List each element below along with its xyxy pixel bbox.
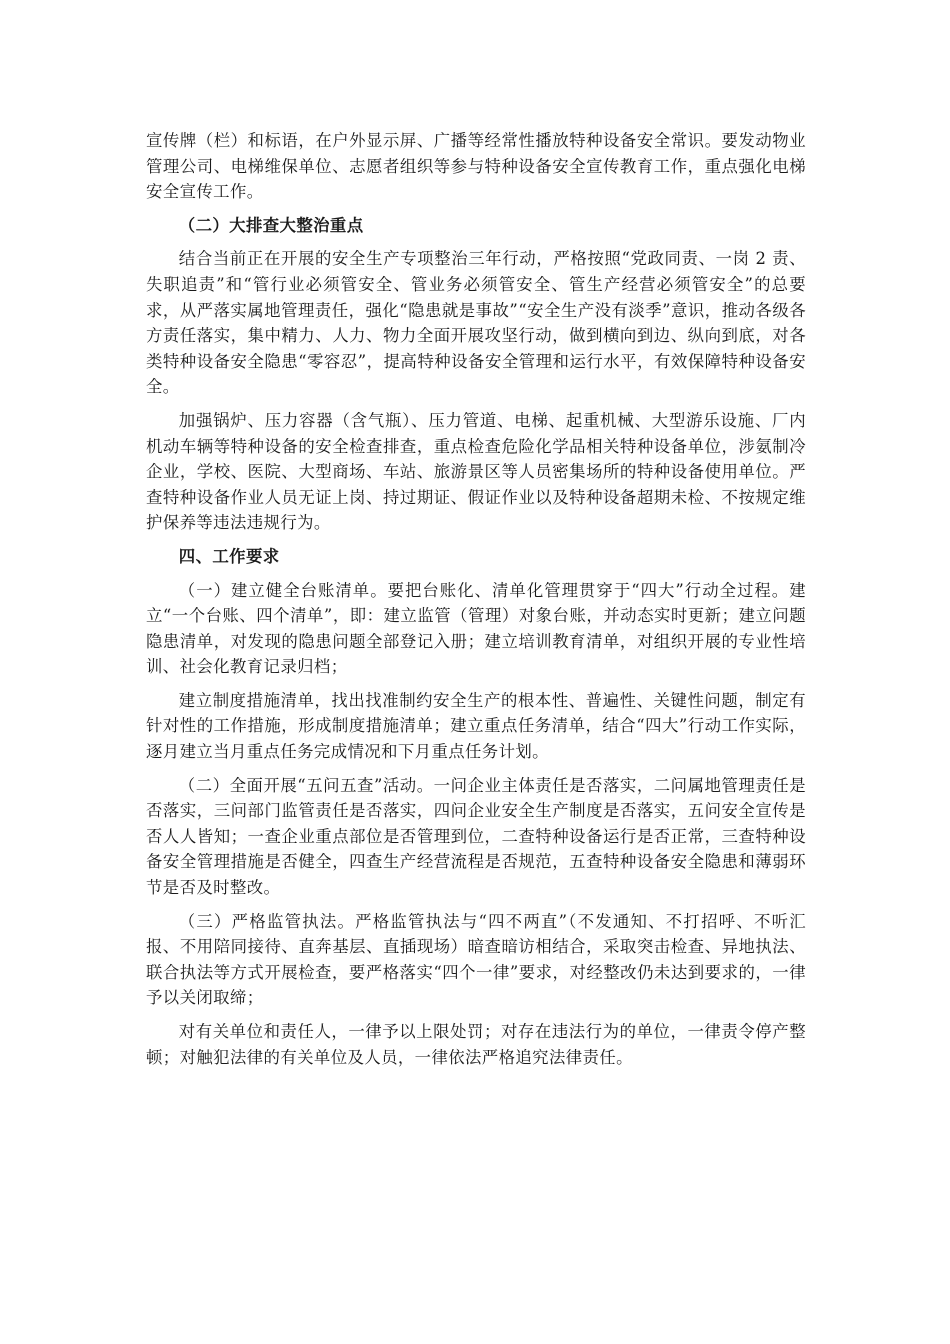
body-paragraph: 结合当前正在开展的安全生产专项整治三年行动，严格按照“党政同责、一岗 2 责、失职追责”和“管行业必须管安全、管业务必须管安全、管生产经营必须管安全”的总要求，从严落实属地管理责任，强化“隐患就是事故”“安全生产没有淡季”意识，推动各级各方责任落实，集中精力、人力、物力全面开展攻坚行动，做到横向到边、纵向到底，对各类特种设备安全隐患“零容忍”，提高特种设备安全管理和运行水平，有效保障特种设备安全。 — [146, 249, 806, 397]
section-heading: 四、工作要求 — [178, 546, 280, 566]
body-paragraph: （一）建立健全台账清单。要把台账化、清单化管理贯穿于“四大”行动全过程。建立“一个台账、四个清单”，即：建立监管（管理）对象台账，并动态实时更新；建立问题隐患清单，对发现的隐患问题全部登记入册；建立培训教育清单，对组织开展的专业性培训、社会化教育记录归档； — [146, 580, 806, 677]
document-page — [146, 128, 806, 1078]
body-paragraph: 加强锅炉、压力容器（含气瓶）、压力管道、电梯、起重机械、大型游乐设施、厂内机动车辆等特种设备的安全检查排查，重点检查危险化学品相关特种设备单位，涉氨制冷企业，学校、医院、大型商场、车站、旅游景区等人员密集场所的特种设备使用单位。严查特种设备作业人员无证上岗、持过期证、假证作业以及特种设备超期未检、不按规定维护保养等违法违规行为。 — [146, 410, 806, 533]
body-paragraph: 对有关单位和责任人，一律予以上限处罚；对存在违法行为的单位，一律责令停产整顿；对触犯法律的有关单位及人员，一律依法严格追究法律责任。 — [146, 1022, 806, 1067]
body-paragraph: （二）全面开展“五问五查”活动。一问企业主体责任是否落实，二问属地管理责任是否落实，三问部门监管责任是否落实，四问企业安全生产制度是否落实，五问安全宣传是否人人皆知；一查企业重点部位是否管理到位，二查特种设备运行是否正常，三查特种设备安全管理措施是否健全，四查生产经营流程是否规范，五查特种设备安全隐患和薄弱环节是否及时整改。 — [146, 775, 806, 898]
body-paragraph: （三）严格监管执法。严格监管执法与“四不两直”（不发通知、不打招呼、不听汇报、不用陪同接待、直奔基层、直插现场）暗查暗访相结合，采取突击检查、异地执法、联合执法等方式开展检查，要严格落实“四个一律”要求，对经整改仍未达到要求的，一律予以关闭取缔； — [146, 911, 806, 1008]
body-paragraph: 宣传牌（栏）和标语，在户外显示屏、广播等经常性播放特种设备安全常识。要发动物业管理公司、电梯维保单位、志愿者组织等参与特种设备安全宣传教育工作，重点强化电梯安全宣传工作。 — [146, 131, 806, 202]
body-paragraph: 建立制度措施清单，找出找准制约安全生产的根本性、普遍性、关键性问题，制定有针对性的工作措施，形成制度措施清单；建立重点任务清单，结合“四大”行动工作实际，逐月建立当月重点任务完成情况和下月重点任务计划。 — [146, 690, 806, 762]
section-subheading: （二）大排查大整治重点 — [178, 215, 364, 235]
